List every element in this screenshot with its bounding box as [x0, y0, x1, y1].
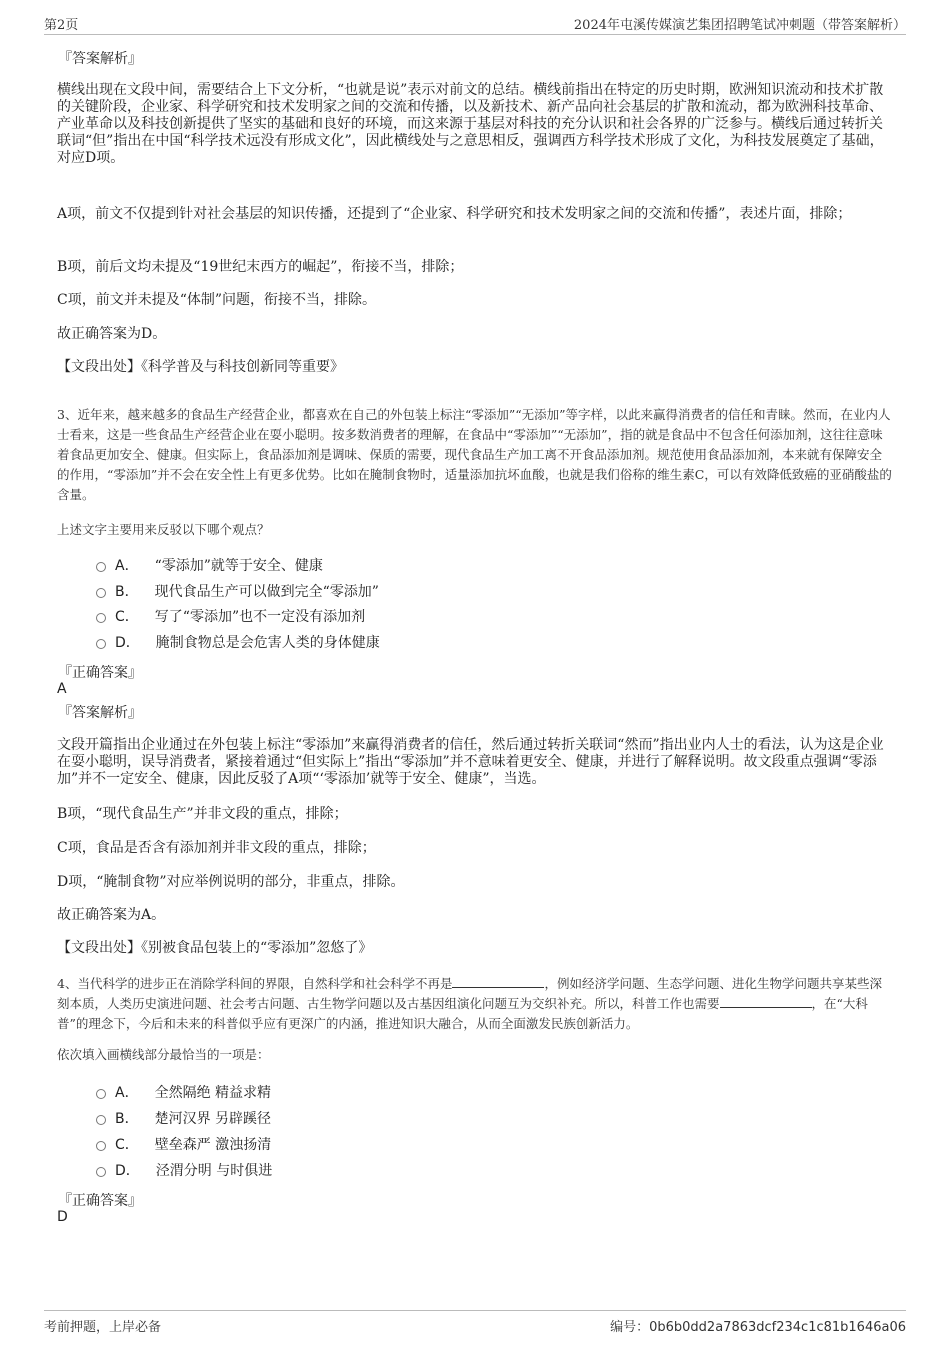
option-text: 腌制食物总是会危害人类的身体健康 — [155, 635, 380, 651]
analysis-paragraph: 文段开篇指出企业通过在外包装上标注“零添加”来赢得消费者的信任，然后通过转折关联词“然而”指出业内人士的看法，认为这是企业在耍小聪明，误导消费者，紧接着通过“但实际上”指出“零添加”并不意味着更安全、健康，并进行了解释说明。故文段重点强调“零添加”并不一定安全、健康，因此反驳了A项“‘零添加’就等于安全、健康”，当选。 — [57, 737, 884, 787]
analysis-option-b: B项，前后文均未提及“19世纪末西方的崛起”，衔接不当，排除； — [57, 259, 464, 275]
option-text: 写了“零添加”也不一定没有添加剂 — [154, 609, 366, 625]
page-number: 第2页 — [44, 18, 79, 33]
analysis-option-c: C项，前文并未提及“体制”问题，衔接不当，排除。 — [57, 292, 377, 308]
analysis-option-b: B项，“现代食品生产”并非文段的重点，排除； — [57, 806, 348, 822]
option-key: B． — [115, 1111, 139, 1127]
radio-icon[interactable] — [96, 639, 106, 649]
fill-blank — [720, 997, 812, 1008]
option-key: C． — [115, 1137, 139, 1153]
analysis-paragraph: 横线出现在文段中间，需要结合上下文分析，“也就是说”表示对前文的总结。横线前指出在特定的历史时期，欧洲知识流动和技术扩散的关键阶段，企业家、科学研究和技术发明家之间的交流和传播，以及新技术、新产品向社会基层的扩散和流动，都为欧洲科技革命、产业革命以及科技创新提供了坚实的基础和良好的环境，而这来源于基层对科技的充分认识和社会各界的广泛参与。横线后通过转折关联词“但”指出在中国“科学技术远没有形成文化”，因此横线处与之意思相反，强调西方科学技术形成了文化，为科技发展奠定了基础，对应D项。 — [57, 82, 884, 166]
option-key: C． — [115, 609, 139, 625]
analysis-label: 『答案解析』 — [58, 51, 142, 67]
source-citation: 【文段出处】《别被食品包装上的“零添加”忽悠了》 — [57, 940, 373, 956]
option-key: D． — [115, 1163, 140, 1179]
document-title: 2024年屯溪传媒演艺集团招聘笔试冲刺题（带答案解析） — [573, 18, 906, 33]
radio-icon[interactable] — [96, 613, 106, 623]
option-b[interactable] — [96, 1108, 271, 1128]
correct-answer: D — [57, 1209, 68, 1225]
source-citation: 【文段出处】《科学普及与科技创新同等重要》 — [57, 359, 344, 375]
option-key: A． — [115, 1085, 139, 1101]
option-b[interactable] — [96, 581, 379, 601]
option-text: 泾渭分明 与时俱进 — [155, 1163, 273, 1179]
option-text: “零添加”就等于安全、健康 — [154, 558, 323, 574]
radio-icon[interactable] — [96, 1141, 106, 1151]
document-id-label: 编号： — [610, 1320, 650, 1335]
conclusion: 故正确答案为D。 — [57, 326, 167, 342]
question-4-text-part: ，在“大科普”的理念下，今后和未来的科普似乎应有更深广的内涵，推进知识大融合，从而全面激发民族创新活力。 — [57, 996, 868, 1031]
option-c[interactable] — [96, 1134, 271, 1154]
footer-slogan: 考前押题，上岸必备 — [44, 1320, 162, 1335]
option-d[interactable] — [96, 632, 380, 652]
correct-answer: A — [57, 681, 67, 697]
page-footer — [44, 1310, 906, 1335]
analysis-option-d: D项，“腌制食物”对应举例说明的部分，非重点，排除。 — [57, 874, 405, 890]
option-text: 全然隔绝 精益求精 — [154, 1085, 272, 1101]
analysis-option-c: C项，食品是否含有添加剂并非文段的重点，排除； — [57, 840, 376, 856]
radio-icon[interactable] — [96, 1115, 106, 1125]
option-text: 壁垒森严 激浊扬清 — [154, 1137, 272, 1153]
radio-icon[interactable] — [96, 562, 106, 572]
option-d[interactable] — [96, 1160, 272, 1180]
radio-icon[interactable] — [96, 588, 106, 598]
question-4-text-part: 4、当代科学的进步正在消除学科间的界限，自然科学和社会科学不再是 — [57, 976, 453, 991]
question-4-text-part: ，例如经济学问题、生态学问题、进化生物学问题共享某些深刻本质，人类历史演进问题、社会考古问题、古生物学问题以及古基因组演化问题互为交织补充。所以，科普工作也需要 — [57, 976, 882, 1011]
option-c[interactable] — [96, 606, 365, 626]
question-3-text: 3、近年来，越来越多的食品生产经营企业，都喜欢在自己的外包装上标注“零添加”“无添加”等字样，以此来赢得消费者的信任和青睐。然而，在业内人士看来，这是一些食品生产经营企业在耍小聪明。按多数消费者的理解，在食品中“零添加”“无添加”，指的就是食品中不包含任何添加剂，这往往意味着食品更加安全、健康。但实际上，食品添加剂是调味、保质的需要，现代食品生产加工离不开食品添加剂。规范使用食品添加剂，本来就有保障安全的作用，“零添加”并不会在安全性上有更多优势。比如在腌制食物时，适量添加抗坏血酸，也就是我们俗称的维生素C，可以有效降低致癌的亚硝酸盐的含量。 — [57, 407, 892, 502]
correct-answer-label: 『正确答案』 — [58, 665, 142, 681]
document-id — [610, 1316, 906, 1335]
option-text: 楚河汉界 另辟蹊径 — [154, 1111, 272, 1127]
option-key: A． — [115, 558, 139, 574]
document-id-value: 0b6b0dd2a7863dcf234c1c81b1646a06 — [649, 1320, 906, 1335]
radio-icon[interactable] — [96, 1089, 106, 1099]
analysis-option-a: A项，前文不仅提到针对社会基层的知识传播，还提到了“企业家、科学研究和技术发明家之间的交流和传播”，表述片面，排除； — [57, 206, 852, 222]
analysis-label: 『答案解析』 — [58, 705, 142, 721]
correct-answer-label: 『正确答案』 — [58, 1193, 142, 1209]
page-header — [44, 12, 906, 35]
radio-icon[interactable] — [96, 1167, 106, 1177]
fill-blank — [452, 977, 544, 988]
option-a[interactable] — [96, 1082, 271, 1102]
question-4-prompt: 依次填入画横线部分最恰当的一项是： — [57, 1047, 270, 1062]
question-4-text — [57, 974, 893, 1034]
option-text: 现代食品生产可以做到完全“零添加” — [154, 584, 379, 600]
question-3-prompt: 上述文字主要用来反驳以下哪个观点？ — [57, 522, 270, 537]
option-a[interactable] — [96, 555, 323, 575]
conclusion: 故正确答案为A。 — [57, 907, 166, 923]
option-key: B． — [115, 584, 139, 600]
option-key: D． — [115, 635, 140, 651]
